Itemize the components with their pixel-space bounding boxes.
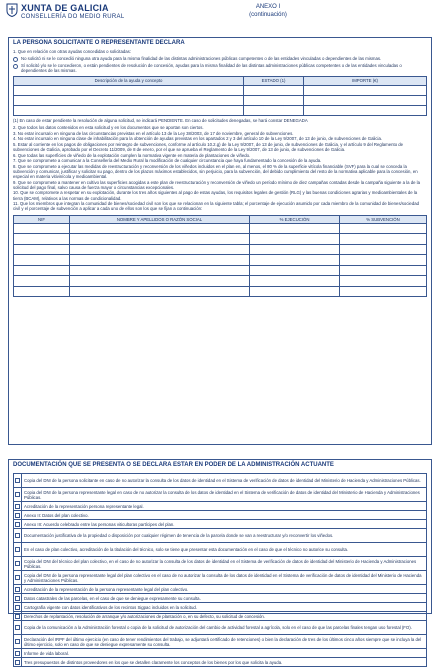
doc-checkbox[interactable]	[14, 621, 22, 635]
declaration-item: 11. Que los miembros que integran la comunidad de bienes/sociedad civil son los que se relacionan en la siguiente tabla; el porcentaje de ejecución asumido por cada miembro de la comunidad de bienes/sociedad civil y el porcentaje de subvención a aplicar a cada uno de ellos son los que se fijan a continuación:	[13, 201, 419, 212]
member-execution-cell[interactable]	[250, 223, 340, 234]
doc-row[interactable]	[14, 621, 427, 635]
option-yes-aid[interactable]	[9, 63, 431, 73]
doc-label: Copia del DNI del técnico del plan colectivo, en el caso de no autorizar la consulta de los datos de identidad en el Sistema de verificación de datos de identidad del Ministerio de Hacienda y Administraciones Públicas.	[22, 557, 427, 571]
documentation-title: DOCUMENTACIÓN QUE SE PRESENTA O SE DECLARA ESTAR EN PODER DE LA ADMINISTRACIÓN ACTUANTE	[13, 462, 334, 468]
aid-amount-cell[interactable]	[304, 96, 427, 106]
member-subsidy-cell[interactable]	[340, 244, 427, 255]
doc-label: Copia de la comunicación a la Administración forestal o copia de la solicitud de autorización del cambio de actividad forestal a agrícola, solo en el caso de que las parcelas finales tengan uso forestal (FO).	[22, 621, 427, 635]
doc-checkbox[interactable]	[14, 571, 22, 585]
doc-row[interactable]	[14, 511, 427, 520]
doc-row[interactable]	[14, 502, 427, 511]
members-table-row[interactable]	[14, 255, 427, 266]
doc-label: En el caso de plan colectivo, acreditación de la titulación del técnico, solo se tiene que presentar esta documentación en el caso de que el técnico no autorice su consulta.	[22, 543, 427, 557]
doc-label: Datos catastrales de las parcelas, en el caso de que se deniegue expresamente su consulta.	[22, 594, 427, 603]
aid-table-header	[14, 77, 427, 86]
members-table-row[interactable]	[14, 265, 427, 276]
radio-no-aid[interactable]	[13, 57, 18, 62]
doc-row[interactable]	[14, 594, 427, 603]
declaration-list	[9, 125, 431, 211]
annex-label	[232, 3, 304, 19]
member-nif-cell[interactable]	[14, 244, 70, 255]
doc-label: Copia del DNI de la persona representante legal en caso de no autorizar la consulta de los datos de identidad en el Sistema de verificación de datos de identidad del Ministerio de Hacienda y Administraciones Públicas.	[22, 488, 427, 502]
doc-row[interactable]	[14, 474, 427, 488]
doc-checkbox[interactable]	[14, 488, 22, 502]
declaration-item: 10. Que se compromete a respetar en su explotación, durante los tres años siguientes al pago de estas ayudas, los requisitos legales de gestión (RLG) y las buenas condiciones agrarias y medioambientales de la tierra (BCAM), relativos a las normas de condicionalidad.	[13, 190, 418, 201]
doc-row[interactable]	[14, 557, 427, 571]
aid-status-cell[interactable]	[244, 96, 304, 106]
doc-label: Anexo II: Datos del plan colectivo.	[22, 511, 427, 520]
doc-checkbox[interactable]	[14, 474, 22, 488]
doc-label: Copia del DNI de la persona solicitante en caso de no autorizar la consulta de los datos de identidad en el Sistema de verificación de datos de identidad del Ministerio de Hacienda y Administraciones Públicas.	[22, 474, 427, 488]
declaration-item: 4. No estar incursa/o en ninguna clase de inhabilitación para la obtención de ayudas previstas en los apartados 2 y 3 del artículo 10 de la Ley 9/2007, de 13 de junio, de subvenciones de Galicia.	[13, 136, 383, 142]
doc-label: Tres presupuestos de distintos proveedores en los que se detallen claramente los conceptos de los bienes por los que solicita la ayuda.	[22, 658, 427, 667]
member-subsidy-cell[interactable]	[340, 286, 427, 297]
declaration-item: 8. Que se compromete a ejecutar las medidas de reestructuración y reconversión de los viñedos incluidos en el plan en, al menos, el 80 % de la superficie vitícola financiable (SVF) para la cual se conceda la subvención y comunicar, justificar y solicitar su pago, dentro de los plazos máximos establecidos, sin perjuicio, para la subvención, del debido cumplimiento del resto de la normativa aplicable para la concesión, en especial en materia vitivinícola y medioambiental.	[13, 163, 418, 180]
member-nif-cell[interactable]	[14, 276, 70, 287]
members-table-header	[14, 215, 427, 223]
aid-description-cell[interactable]	[14, 96, 244, 106]
member-execution-cell[interactable]	[250, 286, 340, 297]
doc-checkbox[interactable]	[14, 529, 22, 543]
member-name-cell[interactable]	[70, 244, 250, 255]
declaration-item: 7. Que se compromete a comunicar a la Consellería del Medio Rural la modificación de cualquier circunstancia que haya fundamentado la concesión de la ayuda.	[13, 158, 322, 164]
members-col-execution: % EJECUCIÓN	[250, 215, 340, 223]
member-execution-cell[interactable]	[250, 276, 340, 287]
doc-checkbox[interactable]	[14, 612, 22, 621]
doc-label: Acreditación de la representación persona representante legal.	[22, 502, 427, 511]
declaration-item: 6. Que todas las superficies de viñedo de la explotación cumplen la normativa vigente en materia de plantaciones de viñedo.	[13, 152, 251, 158]
aid-amount-cell[interactable]	[304, 106, 427, 116]
aid-table-row[interactable]	[14, 106, 427, 116]
member-name-cell[interactable]	[70, 255, 250, 266]
declaration-section	[8, 37, 432, 445]
members-table-row[interactable]	[14, 244, 427, 255]
documentation-list	[13, 473, 427, 667]
aid-col-description: Descripción de la ayuda y concepto	[14, 77, 244, 86]
doc-row[interactable]	[14, 603, 427, 612]
doc-row[interactable]	[14, 520, 427, 529]
members-table-row[interactable]	[14, 234, 427, 245]
doc-label: Informe de vida laboral.	[22, 649, 427, 658]
doc-row[interactable]	[14, 658, 427, 667]
doc-label: Acreditación de la representación de la persona representante legal del plan colectivo.	[22, 585, 427, 594]
members-table-row[interactable]	[14, 286, 427, 297]
question-1: 1. Que en relación con otras ayudas concedidas o solicitadas:	[13, 49, 131, 55]
doc-checkbox[interactable]	[14, 511, 22, 520]
declaration-item: 2. Que todos los datos contenidos en esta solicitud y en los documentos que se aportan son ciertos.	[13, 125, 204, 131]
aid-table-row[interactable]	[14, 96, 427, 106]
members-col-subsidy: % SUBVENCIÓN	[340, 215, 427, 223]
members-table-row[interactable]	[14, 276, 427, 287]
doc-checkbox[interactable]	[14, 635, 22, 649]
doc-checkbox[interactable]	[14, 520, 22, 529]
member-nif-cell[interactable]	[14, 223, 70, 234]
doc-checkbox[interactable]	[14, 543, 22, 557]
aid-status-cell[interactable]	[244, 86, 304, 96]
doc-row[interactable]	[14, 649, 427, 658]
member-subsidy-cell[interactable]	[340, 276, 427, 287]
radio-yes-aid[interactable]	[13, 64, 18, 69]
option-no-aid-label: No solicitó ni se le concedió ninguna otra ayuda para la misma finalidad de las distintas administraciones públicas competentes o de las entidades vinculadas o dependientes de las mismas.	[21, 55, 382, 61]
doc-label: Anexo III: Acuerdo celebrado entre las personas viticultoras partícipes del plan.	[22, 520, 427, 529]
annex-continuation: (continuación)	[249, 12, 287, 18]
members-col-name: NOMBRE Y APELLIDOS O RAZÓN SOCIAL	[70, 215, 250, 223]
aid-col-amount: IMPORTE (€)	[304, 77, 427, 86]
member-nif-cell[interactable]	[14, 265, 70, 276]
aid-description-cell[interactable]	[14, 86, 244, 96]
members-table	[13, 215, 427, 298]
doc-checkbox[interactable]	[14, 502, 22, 511]
doc-checkbox[interactable]	[14, 603, 22, 612]
aid-amount-cell[interactable]	[304, 86, 427, 96]
doc-row[interactable]	[14, 585, 427, 594]
page-header	[6, 3, 433, 23]
aid-table-note: (1) En caso de estar pendiente la resolución de alguna solicitud, se indicará PENDIENTE. En caso de solicitudes denegadas, se hará constar DENEGADA	[13, 118, 308, 124]
documentation-section	[8, 459, 432, 665]
doc-row[interactable]	[14, 529, 427, 543]
department-name: CONSELLERÍA DO MEDIO RURAL	[21, 14, 125, 20]
aid-col-status: ESTADO (1)	[244, 77, 304, 86]
member-name-cell[interactable]	[70, 286, 250, 297]
members-table-row[interactable]	[14, 223, 427, 234]
member-execution-cell[interactable]	[250, 265, 340, 276]
doc-row[interactable]	[14, 635, 427, 649]
doc-label: Derechos de replantación, resolución de arranque y/o autorizaciones de plantación o, en su defecto, su solicitud de concesión.	[22, 612, 427, 621]
aid-table	[13, 76, 427, 116]
doc-label: Copia del DNI de la persona representante legal del plan colectivo en el caso de no autorizar la consulta de los datos de identidad en el Sistema de verificación de datos de identidad del Ministerio de Hacienda y Administraciones Públicas.	[22, 571, 427, 585]
members-col-nif: NIF	[14, 215, 70, 223]
aid-status-cell[interactable]	[244, 106, 304, 116]
member-subsidy-cell[interactable]	[340, 234, 427, 245]
doc-label: Documentación justificativa de la propiedad o disposición por cualquier régimen de tenencia de la parcela donde se van a reestructurar y/o reconvertir los viñedos.	[22, 529, 427, 543]
member-nif-cell[interactable]	[14, 234, 70, 245]
member-execution-cell[interactable]	[250, 244, 340, 255]
doc-row[interactable]	[14, 571, 427, 585]
doc-checkbox[interactable]	[14, 649, 22, 658]
declaration-item: 5. Estar al corriente en los pagos de obligaciones por reintegro de subvenciones, conforme al artículo 10.2.g) de la Ley 9/2007, de 13 de junio, de subvenciones de Galicia, y el artículo 9 del Reglamento de subvenciones de Galicia, aprobado por el Decreto 11/2009, de 8 de enero, por el que se aprueba el Reglamento de la Ley 9/2007, de 13 de junio, de subvenciones de Galicia.	[13, 141, 404, 153]
member-subsidy-cell[interactable]	[340, 223, 427, 234]
member-nif-cell[interactable]	[14, 255, 70, 266]
member-name-cell[interactable]	[70, 234, 250, 245]
member-execution-cell[interactable]	[250, 234, 340, 245]
member-subsidy-cell[interactable]	[340, 255, 427, 266]
member-subsidy-cell[interactable]	[340, 265, 427, 276]
doc-checkbox[interactable]	[14, 594, 22, 603]
doc-label: Declaración del IRPF del último ejercicio (en caso de tener rendimientos del trabajo, se adjuntará certificado de retenciones) o bien la declaración de tres de los últimos cinco años siempre que se incluya la del último ejercicio, solo en caso de que se deniegue expresamente su consulta.	[22, 635, 427, 649]
declaration-title: LA PERSONA SOLICITANTE O REPRESENTANTE DECLARA	[13, 40, 185, 46]
member-execution-cell[interactable]	[250, 255, 340, 266]
annex-title: ANEXO I	[255, 4, 281, 10]
option-no-aid[interactable]	[9, 56, 431, 62]
doc-checkbox[interactable]	[14, 585, 22, 594]
doc-checkbox[interactable]	[14, 557, 22, 571]
option-yes-aid-label: Sí solicitó y/o se le concedieron, o están pendientes de resolución de concesión, ayudas para la misma finalidad de las distintas administraciones públicas competentes o de las entidades vinculadas o dependientes de las mismas.	[21, 62, 402, 73]
aid-table-row[interactable]	[14, 86, 427, 96]
doc-row[interactable]	[14, 488, 427, 502]
doc-row[interactable]	[14, 543, 427, 557]
declaration-item: 3. No estar incursa/o en ninguna de las circunstancias previstas en el artículo 13 de la Ley 38/2003, de 17 de noviembre, general de subvenciones.	[13, 130, 294, 136]
aid-description-cell[interactable]	[14, 106, 244, 116]
member-name-cell[interactable]	[70, 276, 250, 287]
doc-checkbox[interactable]	[14, 658, 22, 667]
member-name-cell[interactable]	[70, 223, 250, 234]
brand-name: XUNTA DE GALICIA	[21, 3, 109, 13]
doc-row[interactable]	[14, 612, 427, 621]
member-nif-cell[interactable]	[14, 286, 70, 297]
xunta-shield-logo-icon	[6, 3, 18, 17]
declaration-item: 9. Que se compromete a mantener en cultivo las superficies acogidas a este plan de reestructuración y reconversión de viñedo un período mínimo de diez campañas contadas desde la campaña siguiente a la de la solicitud del pago final, salvo causa de fuerza mayor o circunstancias excepcionales.	[13, 179, 421, 190]
doc-label: Cartografía vigente con datos identificativos de los recintos Sigpac incluidos en la solicitud.	[22, 603, 427, 612]
member-name-cell[interactable]	[70, 265, 250, 276]
